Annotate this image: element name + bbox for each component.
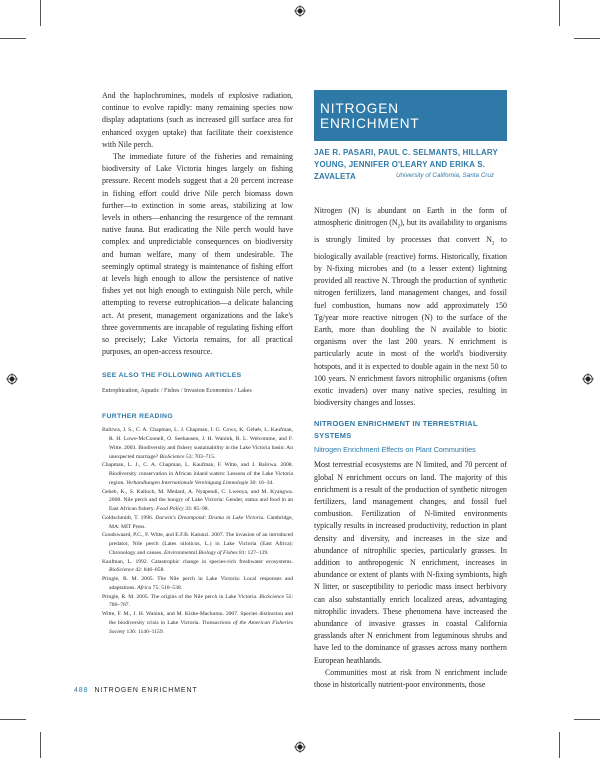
reference-item: Pringle, R. M. 2005. The Nile perch in Lake Victoria: Local responses and adaptations. Africa 75: 510–538.	[102, 576, 293, 591]
crop-mark	[40, 0, 41, 26]
reference-item: Balirwa, J. S., C. A. Chapman, L. J. Chapman, I. G. Cowx, K. Geheb, L. Kaufman, R. H. Lowe-McConnell, O. Seehausen, J. H. Wanink, R. L. Welcomme, and F. Witte. 2003. Biodiversity and fishery sustainability in the Lake Victoria basin: An unexpected marriage? BioScience 53: 703–715.	[102, 427, 293, 460]
reference-item: Kaufman, L. 1992. Catastrophic change in species-rich freshwater ecosystems. BioScience 42: 846–858.	[102, 558, 293, 574]
page-footer	[74, 687, 198, 694]
crop-mark	[559, 732, 560, 758]
see-also-section	[102, 372, 293, 394]
body-paragraph: And the haplochromines, models of explosive radiation, continue to evolve rapidly: many remaining species now display adaptations (such as increased gill surface area for enhanced oxygen uptake) that facilitate their coexistence with Nile perch.	[102, 91, 293, 149]
crop-mark	[0, 719, 26, 720]
page-number: 488	[74, 687, 89, 694]
section-heading: NITROGEN ENRICHMENT IN TERRESTRIAL SYSTEMS	[314, 419, 478, 440]
see-also-links[interactable]: Eutrophication, Aquatic / Fishes / Invasion Economics / Lakes	[102, 388, 252, 395]
reference-item: Goldschmidt, T. 1996. Darwin's Dreampond: Drama in Lake Victoria. Cambridge, MA: MIT Press.	[102, 514, 293, 530]
crop-mark	[574, 38, 600, 39]
crop-mark	[0, 38, 26, 39]
registration-mark-icon	[294, 741, 306, 753]
registration-mark-icon	[582, 373, 594, 385]
reference-item: Pringle, R. M. 2005. The origins of the Nile perch in Lake Victoria. BioScience 55: 780–787.	[102, 593, 294, 609]
crop-mark	[559, 0, 560, 26]
left-column	[102, 90, 293, 636]
article-authors: JAE R. PASARI, PAUL C. SELMANTS, HILLARY YOUNG, JENNIFER O'LEARY AND ERIKA S. ZAVALETA	[314, 148, 498, 181]
intro-paragraph: Nitrogen (N) is abundant on Earth in the form of atmospheric dinitrogen $(N_2)$, but its availability to organisms is strongly limited by processes that convert $N_2$ to biologically available (reactive) forms. Historically, fixation by N-fixing microbes and (to a lesser extent) lightning provided all reactive N. Through the production of synthetic nitrogen fertilizers, land management changes, and fossil fuel combustion, humans now add approximately 150 Tg/year more reactive nitrogen (N) to the surface of the Earth, more than doubling the N available to biotic organisms over the last 200 years. N enrichment is particularly acute in most of the world's biodiversity hotspots, and it is expected to double again in the next 50 to 100 years. N enrichment favors nitrophilic organisms (often exotic invaders) over many native species, resulting in biodiversity changes and losses.	[314, 206, 507, 408]
further-reading-heading: FURTHER READING	[102, 413, 173, 421]
further-reading-section	[102, 413, 293, 636]
right-column	[314, 90, 507, 691]
reference-item: Witte, F. M., J. H. Wanink, and M. Kishe-Machumu. 2007. Species distinction and the biodiversity crisis in Lake Victoria. Transactions of the American Fisheries Society 136: 1146–1159.	[102, 611, 293, 635]
reference-item: Geheb, K., S. Kalloch, M. Medard, A. Nyapendi, C. Lwenya, and M. Kyangwa. 2008. Nile perch and the hungry of Lake Victoria: Gender, status and food in an East African fishery. Food Policy 33: 85–98.	[102, 488, 293, 513]
reference-item: Goudswaard, P.C., F. Witte, and E.F.B. Katunzi. 2007. The invasion of an introduced predator, Nile perch (Lates niloticus, L.) in Lake Victoria (East Africa): Chronology and causes. Environmental Biology of Fishes 81: 127–139.	[102, 532, 293, 556]
reference-list	[102, 426, 293, 636]
registration-mark-icon	[6, 373, 18, 385]
registration-mark-icon	[294, 5, 306, 17]
article-title: NITROGEN ENRICHMENT	[314, 90, 507, 141]
author-affiliation: University of California, Santa Cruz	[396, 172, 494, 179]
body-paragraph: Most terrestrial ecosystems are N limited, and 70 percent of global N enrichment occurs on land. The majority of this enrichment is a result of the production of synthetic nitrogen fertilizers, land management changes, and fossil fuel combustion. Fertilization of N-limited environments typically results in increased productivity, reduction in plant density and diversity, and increases in the size and abundance of nitrophilic species, particularly grasses. In addition to anthropogenic N enrichment, increases in abundance or extent of plants with N-fixing symbionts, high N litter, or susceptibility to periodic mass insect herbivory can also substantially enrich localized areas, advantaging nitrophilic invaders. These phenomena have increased the abundance of invasive grasses in coastal California grasslands after N enrichment from leguminous shrubs and have led to the dominance of grasses across many northern European heathlands.	[314, 460, 507, 665]
see-also-heading: SEE ALSO THE FOLLOWING ARTICLES	[102, 372, 242, 380]
crop-mark	[40, 732, 41, 758]
body-paragraph: Communities most at risk from N enrichment include those in historically nutrient-poor environments, those	[314, 667, 507, 690]
reference-item: Chapman, L. J., C. A. Chapman, L. Kaufman, F. Witte, and J. Balirwa. 2008. Biodiversity conservation in African inland waters: Lessons of the Lake Victoria region. Verhandlungen Internationale Vereinigung Limnologie 30: 16–34.	[102, 462, 293, 486]
body-paragraph: The immediate future of the fisheries and remaining biodiversity of Lake Victoria hinges largely on fishing pressure. Recent models suggest that a 20 percent increase in fishing effort could drive Nile perch biomass down further—to extinction in some areas, stabilizing at low levels in others—enhancing the resurgence of the remnant native fauna. But eradicating the Nile perch would have complex and unpredictable consequences on biodiversity and human welfare, many of them undesirable. The seemingly optimal strategy is maintenance of fishing effort at levels high enough to allow the persistence of native fishes yet not high enough to extinguish Nile perch, while attempting to reverse eutrophication—a delicate balancing act. At present, management organizations and the lake's three governments are incapable of regulating fishing effort so precisely; Lake Victoria remains, for all practical purposes, an open-access resource.	[102, 152, 293, 357]
running-title: NITROGEN ENRICHMENT	[94, 687, 198, 694]
subsection-heading: Nitrogen Enrichment Effects on Plant Communities	[314, 445, 476, 455]
crop-mark	[574, 719, 600, 720]
